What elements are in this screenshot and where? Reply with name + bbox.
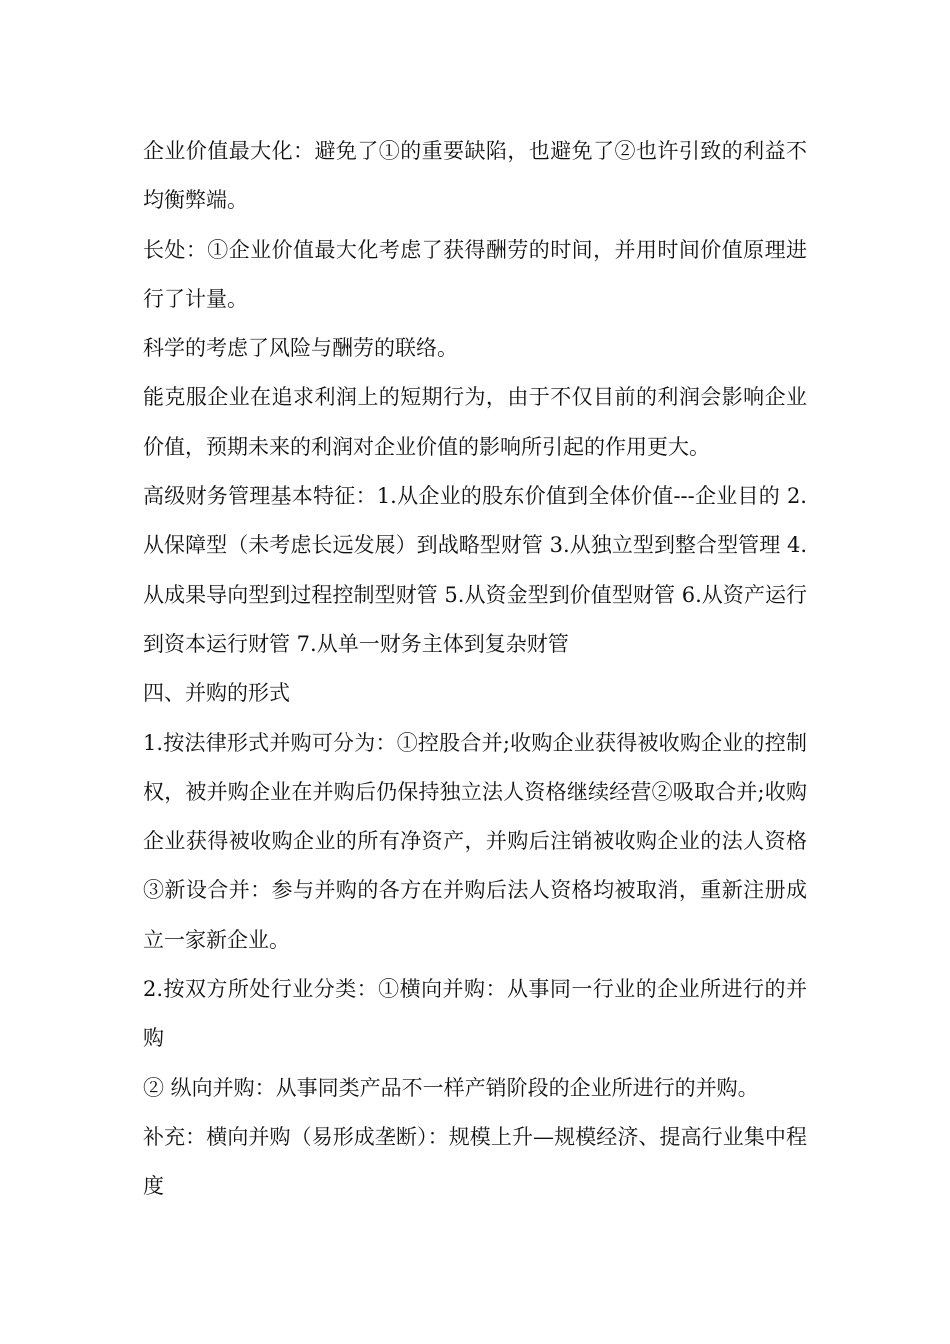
paragraph-advanced-finance-features: 高级财务管理基本特征：1.从企业的股东价值到全体价值---企业目的 2.从保障型（未考虑长远发展）到战略型财管 3.从独立型到整合型管理 4.从成果导向型到过程控制型财管 5.从资金型到价值型财管 6.从资产运行到资本运行财管 7.从单一财务主体到复杂财管 [143, 484, 807, 656]
paragraph-short-term-behavior: 能克服企业在追求利润上的短期行为，由于不仅目前的利润会影响企业价值，预期未来的利润对企业价值的影响所引起的作用更大。 [143, 385, 807, 459]
paragraph-enterprise-value-maximization: 企业价值最大化：避免了①的重要缺陷，也避免了②也许引致的利益不均衡弊端。 [143, 139, 807, 213]
paragraph-supplement-horizontal: 补充：横向并购（易形成垄断）：规模上升—规模经济、提高行业集中程度 [143, 1124, 807, 1199]
paragraph-vertical-merger: ② 纵向并购：从事同类产品不一样产销阶段的企业所进行的并购。 [143, 1075, 759, 1100]
paragraph-risk-reward: 科学的考虑了风险与酬劳的联络。 [143, 336, 458, 361]
document-body [143, 127, 807, 1212]
paragraph-industry-classification: 2.按双方所处行业分类：①横向并购：从事同一行业的企业所进行的并购 [143, 977, 807, 1051]
paragraph-legal-form-mergers: 1.按法律形式并购可分为：①控股合并;收购企业获得被收购企业的控制权，被并购企业在并购后仍保持独立法人资格继续经营②吸取合并;收购企业获得被收购企业的所有净资产，并购后注销被收购企业的法人资格③新设合并：参与并购的各方在并购后法人资格均被取消，重新注册成立一家新企业。 [143, 730, 807, 952]
paragraph-advantages: 长处：①企业价值最大化考虑了获得酬劳的时间，并用时间价值原理进行了计量。 [143, 237, 807, 311]
section-heading-merger-forms: 四、并购的形式 [143, 681, 290, 706]
